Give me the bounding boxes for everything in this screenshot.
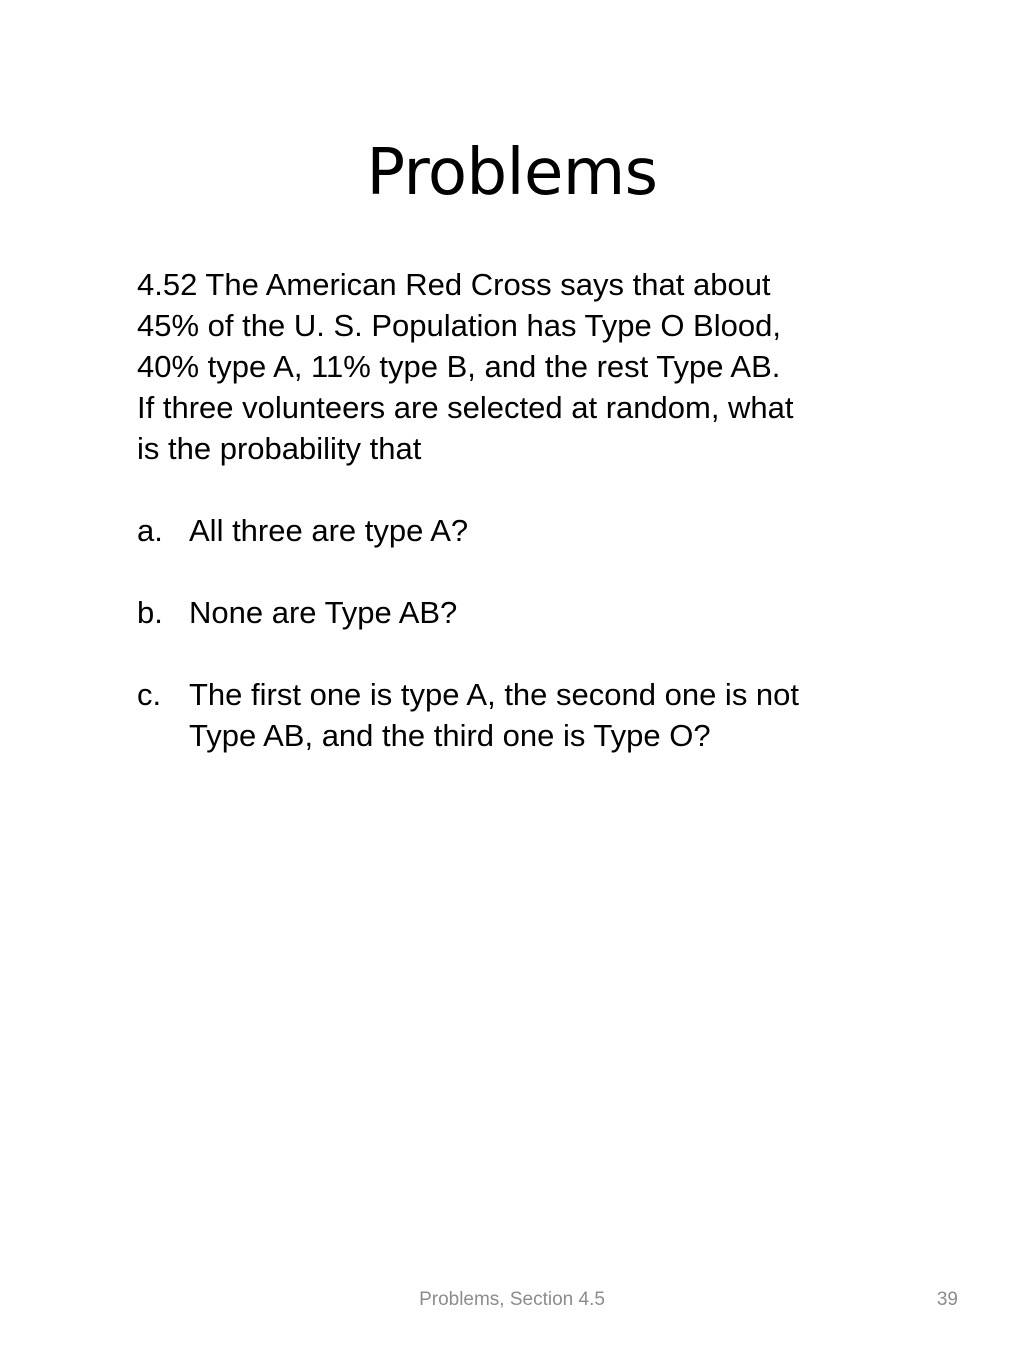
- problem-parts-list: [137, 510, 877, 756]
- intro-line: 4.52 The American Red Cross says that about: [137, 267, 771, 302]
- part-c: [137, 674, 877, 756]
- part-letter: b.: [137, 595, 163, 630]
- part-a: [137, 510, 877, 551]
- slide-title: Problems: [366, 136, 658, 210]
- intro-line: If three volunteers are selected at random, what: [137, 390, 794, 425]
- part-b: [137, 592, 877, 633]
- intro-line: 40% type A, 11% type B, and the rest Type AB.: [137, 349, 781, 384]
- page-number: 39: [936, 1289, 958, 1310]
- part-line: All three are type A?: [189, 513, 469, 548]
- footer-label: Problems, Section 4.5: [419, 1289, 605, 1310]
- intro-line: 45% of the U. S. Population has Type O Blood,: [137, 308, 781, 343]
- intro-line: is the probability that: [137, 431, 422, 466]
- part-line: None are Type AB?: [189, 595, 458, 630]
- part-letter: a.: [137, 513, 163, 548]
- part-line: The first one is type A, the second one is not: [189, 677, 800, 712]
- part-letter: c.: [137, 677, 162, 712]
- part-line: Type AB, and the third one is Type O?: [189, 718, 711, 753]
- part-text: [189, 592, 877, 633]
- part-text: [189, 674, 877, 756]
- problem-intro: [137, 264, 877, 469]
- problem-body: [137, 264, 877, 797]
- part-text: [189, 510, 877, 551]
